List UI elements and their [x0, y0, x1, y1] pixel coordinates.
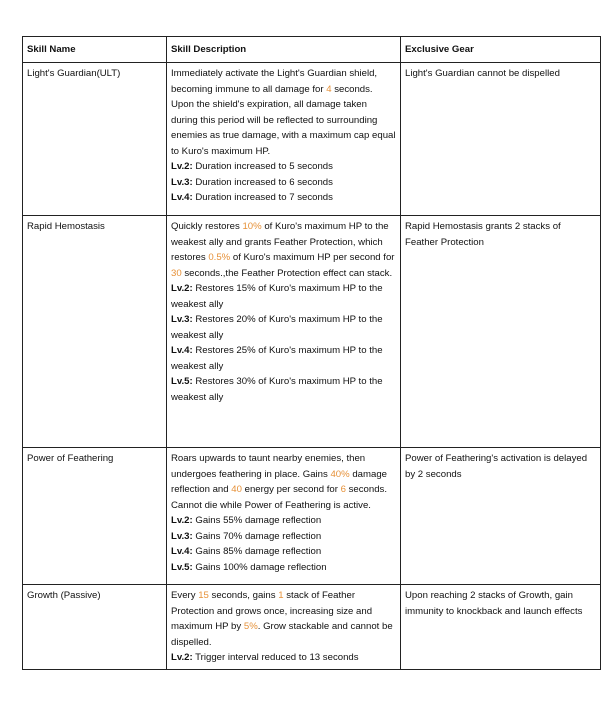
level-label: Lv.2: [171, 652, 193, 663]
description-text: seconds. Cannot die while Power of Feathering is active. [171, 484, 388, 511]
level-line [171, 513, 396, 529]
level-label: Lv.3: [171, 176, 193, 188]
level-line [171, 312, 396, 343]
level-label: Lv.4: [171, 192, 193, 203]
level-line [171, 343, 396, 374]
description-text: Immediately activate the Light's Guardian shield, becoming immune to all damage for [171, 68, 378, 95]
level-line [171, 175, 396, 191]
level-line [171, 374, 396, 405]
header-skill-description: Skill Description [167, 37, 401, 63]
level-label: Lv.4: [171, 345, 193, 356]
level-line [171, 560, 396, 576]
level-label: Lv.3: [171, 314, 193, 325]
level-label: Lv.2: [171, 283, 193, 294]
table-row [23, 216, 601, 448]
exclusive-gear: Power of Feathering's activation is delayed by 2 seconds [401, 448, 601, 585]
level-text: Trigger interval reduced to 13 seconds [192, 652, 359, 663]
level-text: Duration increased to 5 seconds [192, 161, 333, 172]
level-label: Lv.5: [171, 376, 193, 387]
level-text: Gains 85% damage reflection [192, 546, 322, 557]
skill-name: Rapid Hemostasis [23, 216, 167, 448]
skill-description [167, 448, 401, 585]
header-row [23, 37, 601, 63]
skill-name: Growth (Passive) [23, 585, 167, 670]
highlight-value: 6 [340, 484, 346, 495]
table-row [23, 448, 601, 585]
level-text: Duration increased to 7 seconds [192, 192, 333, 203]
level-text: Duration increased to 6 seconds [192, 176, 333, 188]
description-text: of Kuro's maximum HP per second for [230, 252, 395, 263]
skill-description [167, 585, 401, 670]
level-text: Restores 15% of Kuro's maximum HP to the weakest ally [171, 283, 383, 310]
level-line [171, 159, 396, 175]
highlight-value: 1 [278, 590, 284, 601]
description-text: seconds, gains [208, 590, 279, 601]
highlight-value: 5% [243, 621, 258, 632]
level-label: Lv.5: [171, 561, 193, 573]
level-label: Lv.4: [171, 546, 193, 557]
level-line [171, 529, 396, 545]
description-text: seconds.,the Feather Protection effect can stack. [181, 267, 393, 279]
level-label: Lv.2: [171, 515, 193, 526]
description-text: energy per second for [241, 484, 341, 495]
description-text: damage reflection and [171, 468, 388, 495]
level-label: Lv.2: [171, 161, 193, 172]
highlight-value: 15 [198, 590, 209, 601]
level-line [171, 190, 396, 206]
skills-table [22, 36, 601, 670]
description-text: seconds. Upon the shield's expiration, all damage taken during this period will be reflected to surrounding enemies as true damage, with a maximum cap equal to Kuro's maximum HP. [171, 83, 396, 157]
highlight-value: 4 [326, 83, 332, 95]
level-text: Gains 100% damage reflection [192, 561, 327, 573]
highlight-value: 10% [242, 221, 262, 232]
highlight-value: 30 [171, 267, 182, 279]
skill-name: Light's Guardian(ULT) [23, 63, 167, 216]
skill-description [167, 216, 401, 448]
level-line [171, 650, 396, 666]
level-text: Restores 20% of Kuro's maximum HP to the weakest ally [171, 314, 383, 341]
description-text: . Grow stackable and cannot be dispelled. [171, 621, 393, 648]
level-text: Restores 25% of Kuro's maximum HP to the weakest ally [171, 345, 383, 372]
exclusive-gear: Upon reaching 2 stacks of Growth, gain immunity to knockback and launch effects [401, 585, 601, 670]
description-text: Quickly restores [171, 221, 243, 232]
header-exclusive-gear: Exclusive Gear [401, 37, 601, 63]
exclusive-gear: Rapid Hemostasis grants 2 stacks of Feather Protection [401, 216, 601, 448]
description-text: of Kuro's maximum HP to the weakest ally and grants Feather Protection, which restores [171, 221, 389, 263]
level-line [171, 281, 396, 312]
header-skill-name: Skill Name [23, 37, 167, 63]
description-text: Every [171, 590, 199, 601]
highlight-value: 0.5% [208, 252, 231, 263]
exclusive-gear: Light's Guardian cannot be dispelled [401, 63, 601, 216]
skill-description [167, 63, 401, 216]
level-line [171, 544, 396, 560]
table-row [23, 63, 601, 216]
level-label: Lv.3: [171, 530, 193, 542]
highlight-value: 40% [330, 468, 350, 480]
level-text: Gains 55% damage reflection [192, 515, 322, 526]
table-row [23, 585, 601, 670]
description-text: Roars upwards to taunt nearby enemies, then undergoes feathering in place. Gains [171, 453, 366, 480]
highlight-value: 40 [231, 484, 242, 495]
level-text: Restores 30% of Kuro's maximum HP to the weakest ally [171, 376, 383, 403]
skill-name: Power of Feathering [23, 448, 167, 585]
level-text: Gains 70% damage reflection [192, 530, 322, 542]
description-text: stack of Feather Protection and grows once, increasing size and maximum HP by [171, 590, 373, 632]
